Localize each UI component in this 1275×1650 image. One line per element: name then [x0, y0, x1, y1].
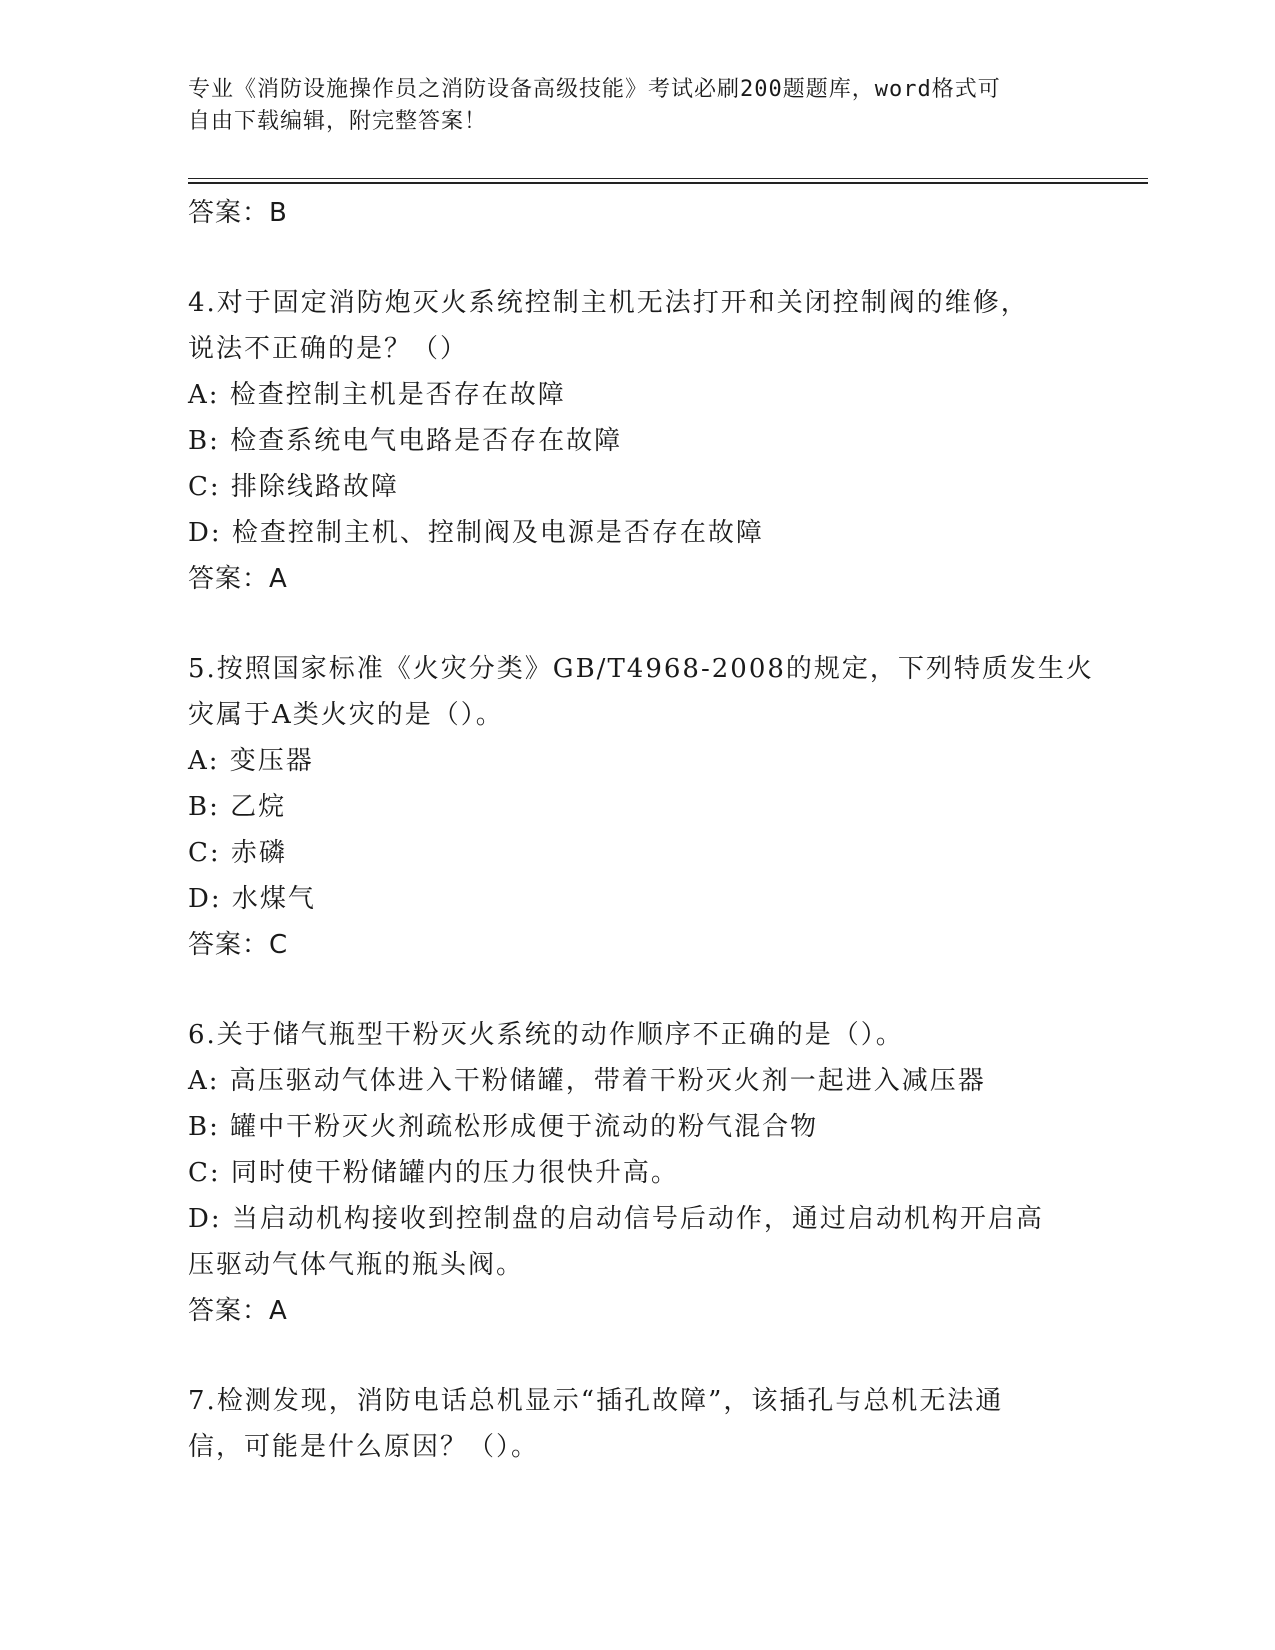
option-a: A: 检查控制主机是否存在故障	[188, 380, 566, 410]
option-d-cont: 压驱动气体气瓶的瓶头阀。	[188, 1250, 525, 1280]
option-b: B: 检查系统电气电路是否存在故障	[188, 426, 623, 456]
option-d: D: 当启动机构接收到控制盘的启动信号后动作，通过启动机构开启高	[188, 1204, 1044, 1234]
option-b: B: 乙烷	[188, 792, 287, 822]
header-divider-thick	[188, 182, 1148, 184]
answer-line: 答案：A	[188, 564, 288, 594]
question-6	[188, 1012, 1108, 1334]
question-stem: 5.按照国家标准《火灾分类》GB/T4968-2008的规定，下列特质发生火	[188, 654, 1094, 684]
question-stem: 6.关于储气瓶型干粉灭火系统的动作顺序不正确的是（）。	[188, 1020, 904, 1050]
question-stem-cont: 信，可能是什么原因？（）。	[188, 1432, 540, 1462]
answer-line: 答案：C	[188, 930, 289, 960]
header-line-1: 专业《消防设施操作员之消防设备高级技能》考试必刷200题题库，word格式可	[188, 77, 1001, 102]
question-4	[188, 280, 1108, 602]
option-d: D: 水煤气	[188, 884, 316, 914]
header-divider-thin	[188, 178, 1148, 179]
question-stem-cont: 说法不正确的是？（）	[188, 334, 469, 364]
option-d: D: 检查控制主机、控制阀及电源是否存在故障	[188, 518, 764, 548]
option-a: A: 变压器	[188, 746, 314, 776]
answer-line: 答案：A	[188, 1296, 288, 1326]
document-header	[188, 74, 1068, 138]
option-a: A: 高压驱动气体进入干粉储罐，带着干粉灭火剂一起进入减压器	[188, 1066, 986, 1096]
question-stem: 4.对于固定消防炮灭火系统控制主机无法打开和关闭控制阀的维修，	[188, 288, 1029, 318]
header-line-2: 自由下载编辑，附完整答案！	[188, 109, 488, 134]
question-stem-cont: 灾属于A类火灾的是（）。	[188, 700, 504, 730]
question-stem: 7.检测发现，消防电话总机显示“插孔故障”，该插孔与总机无法通	[188, 1386, 1004, 1416]
option-c: C: 排除线路故障	[188, 472, 399, 502]
option-b: B: 罐中干粉灭火剂疏松形成便于流动的粉气混合物	[188, 1112, 819, 1142]
answer-line: 答案：B	[188, 198, 288, 228]
question-5	[188, 646, 1108, 968]
option-c: C: 同时使干粉储罐内的压力很快升高。	[188, 1158, 679, 1188]
option-c: C: 赤磷	[188, 838, 287, 868]
question-7	[188, 1378, 1108, 1470]
document-body	[188, 190, 1108, 1470]
